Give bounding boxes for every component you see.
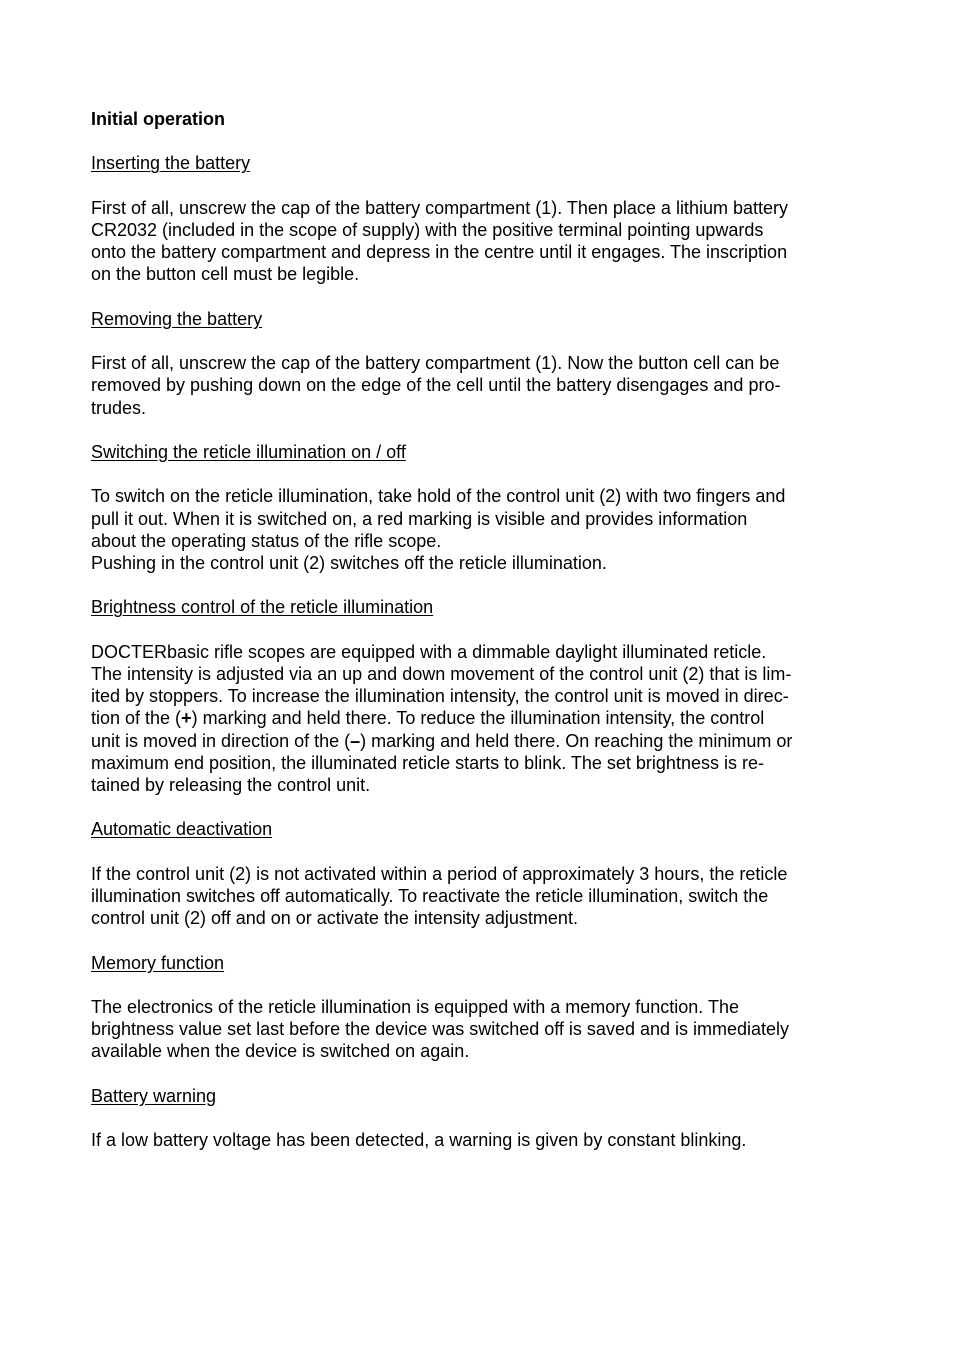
text-line: ited by stoppers. To increase the illumination intensity, the control unit is moved in direc- (91, 686, 789, 707)
section-heading-inserting-battery: Inserting the battery (91, 153, 251, 174)
text-line: Pushing in the control unit (2) switches off the reticle illumination. (91, 552, 607, 573)
paragraph-battery-warning (91, 1129, 851, 1151)
document-page (91, 108, 851, 1174)
text-line: control unit (2) off and on or activate the intensity adjustment. (91, 908, 578, 929)
marking-symbol: + (181, 708, 192, 729)
text-line: The electronics of the reticle illumination is equipped with a memory function. The (91, 996, 739, 1017)
paragraph-brightness-control (91, 641, 851, 796)
text-line-minus-marking: unit is moved in direction of the (–) marking and held there. On reaching the minimum or (91, 730, 793, 751)
paragraph-memory-function (91, 996, 851, 1063)
text-line: If the control unit (2) is not activated within a period of approximately 3 hours, the reticle (91, 863, 788, 884)
section-heading-battery-warning: Battery warning (91, 1085, 217, 1106)
text-line: trudes. (91, 397, 147, 418)
text-line: tained by releasing the control unit. (91, 774, 371, 795)
section-heading-switching-illumination: Switching the reticle illumination on / off (91, 441, 406, 462)
paragraph-automatic-deactivation (91, 863, 851, 930)
text-line: about the operating status of the rifle scope. (91, 530, 442, 551)
text-line: If a low battery voltage has been detected, a warning is given by constant blinking. (91, 1130, 747, 1151)
text-line: on the button cell must be legible. (91, 264, 360, 285)
text-line: maximum end position, the illuminated reticle starts to blink. The set brightness is re- (91, 752, 764, 773)
text-line: First of all, unscrew the cap of the battery compartment (1). Then place a lithium battery (91, 197, 788, 218)
text-line: illumination switches off automatically. To reactivate the reticle illumination, switch the (91, 885, 769, 906)
section-heading-removing-battery: Removing the battery (91, 308, 263, 329)
text-line: DOCTERbasic rifle scopes are equipped with a dimmable daylight illuminated reticle. (91, 641, 767, 662)
page-title: Initial operation (91, 109, 226, 129)
text-line: available when the device is switched on again. (91, 1041, 470, 1062)
text-line: removed by pushing down on the edge of the cell until the battery disengages and pro- (91, 375, 781, 396)
paragraph-switching-illumination (91, 485, 851, 574)
text-line: To switch on the reticle illumination, take hold of the control unit (2) with two fingers and (91, 486, 786, 507)
paragraph-removing-battery (91, 352, 851, 419)
text-line-plus-marking: tion of the (+) marking and held there. To reduce the illumination intensity, the control (91, 708, 765, 729)
text-line: pull it out. When it is switched on, a red marking is visible and provides information (91, 508, 748, 529)
text-line: onto the battery compartment and depress in the centre until it engages. The inscription (91, 242, 788, 263)
section-heading-memory-function: Memory function (91, 952, 225, 973)
text-line: CR2032 (included in the scope of supply) with the positive terminal pointing upwards (91, 219, 764, 240)
text-line: First of all, unscrew the cap of the battery compartment (1). Now the button cell can be (91, 353, 780, 374)
section-heading-automatic-deactivation: Automatic deactivation (91, 819, 273, 840)
text-line: brightness value set last before the device was switched off is saved and is immediately (91, 1019, 790, 1040)
paragraph-inserting-battery (91, 197, 851, 286)
text-line: The intensity is adjusted via an up and down movement of the control unit (2) that is lim- (91, 663, 792, 684)
section-heading-brightness-control: Brightness control of the reticle illumination (91, 597, 434, 618)
marking-symbol: – (350, 730, 361, 751)
